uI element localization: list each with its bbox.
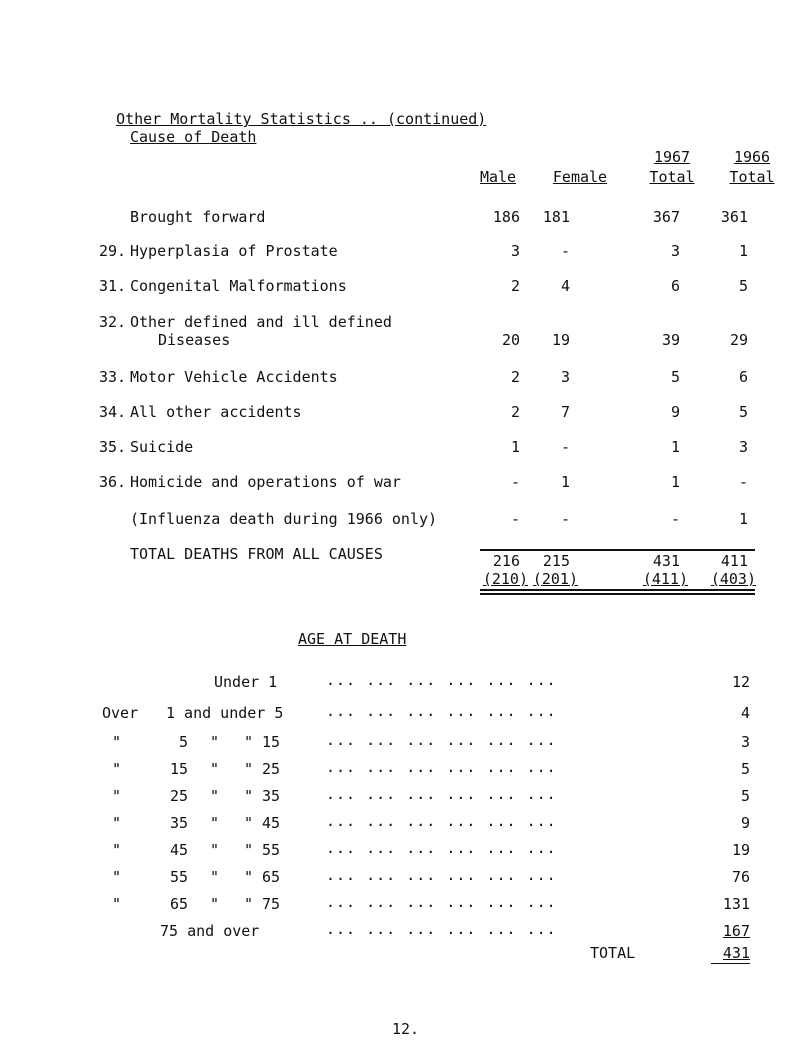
total-bottom-rule-1 — [480, 589, 755, 591]
row-cause: All other accidents — [130, 403, 302, 421]
leader-dots: ... ... ... ... ... ... — [326, 893, 557, 911]
age-to: 65 — [262, 868, 281, 886]
total-top-rule — [480, 549, 755, 551]
age-value: 5 — [740, 760, 750, 778]
ditto-mark: " — [244, 787, 254, 805]
age-from: 55 — [169, 868, 188, 886]
ditto-mark: " — [112, 733, 122, 751]
ditto-mark: " — [244, 760, 254, 778]
row-female: 181 — [542, 208, 570, 226]
ditto-mark: " — [210, 733, 220, 751]
cause-of-death-label: Cause of Death — [130, 128, 257, 146]
age-to: 55 — [262, 841, 281, 859]
row-cause: Other defined and ill defined — [130, 313, 392, 331]
leader-dots: ... ... ... ... ... ... — [326, 758, 557, 776]
row-num: 33. — [99, 368, 127, 386]
row-female: 4 — [560, 277, 570, 295]
row-1966: 361 — [720, 208, 748, 226]
ditto-mark: " — [244, 841, 254, 859]
age-total-double-rule — [711, 963, 750, 964]
age-value: 167 — [722, 922, 750, 940]
row-cause: Brought forward — [130, 208, 266, 226]
prev-female: (201) — [532, 570, 578, 588]
row-cause: Suicide — [130, 438, 194, 456]
total-label: TOTAL DEATHS FROM ALL CAUSES — [130, 545, 383, 563]
ditto-mark: " — [210, 787, 220, 805]
row-male: - — [510, 510, 520, 528]
ditto-mark: " — [112, 814, 122, 832]
ditto-mark: " — [244, 895, 254, 913]
age-value: 12 — [731, 673, 750, 691]
row-num: 35. — [99, 438, 127, 456]
row-1966: 6 — [738, 368, 748, 386]
row-male: 3 — [510, 242, 520, 260]
row-1967: 9 — [670, 403, 680, 421]
row-male: 2 — [510, 277, 520, 295]
row-1966: 3 — [738, 438, 748, 456]
row-1967: 39 — [661, 331, 680, 349]
leader-dots: ... ... ... ... ... ... — [326, 812, 557, 830]
leader-dots: ... ... ... ... ... ... — [326, 702, 557, 720]
row-cause: Congenital Malformations — [130, 277, 347, 295]
total-male: 216 — [492, 552, 520, 570]
row-cause-continued: Diseases — [158, 331, 231, 349]
col-1966-year: 1966 — [733, 148, 771, 166]
age-value: 9 — [740, 814, 750, 832]
row-male: 20 — [501, 331, 520, 349]
age-to: 75 — [262, 895, 281, 913]
prev-1966: (403) — [710, 570, 756, 588]
age-label: 1 and under 5 — [166, 704, 284, 722]
age-from: 65 — [169, 895, 188, 913]
total-1967: 431 — [652, 552, 680, 570]
ditto-mark: " — [210, 895, 220, 913]
age-total-label: TOTAL — [590, 944, 636, 962]
age-label: 75 and over — [160, 922, 260, 940]
age-to: 25 — [262, 760, 281, 778]
row-1967: - — [670, 510, 680, 528]
ditto-mark: " — [210, 841, 220, 859]
row-1967: 5 — [670, 368, 680, 386]
row-female: 19 — [551, 331, 570, 349]
leader-dots: ... ... ... ... ... ... — [326, 839, 557, 857]
row-male: 1 — [510, 438, 520, 456]
ditto-mark: " — [244, 868, 254, 886]
row-1967: 3 — [670, 242, 680, 260]
ditto-mark: " — [210, 868, 220, 886]
age-from: 35 — [169, 814, 188, 832]
age-at-death-title: AGE AT DEATH — [298, 630, 407, 648]
age-value: 5 — [740, 787, 750, 805]
row-1967: 1 — [670, 438, 680, 456]
row-cause: Homicide and operations of war — [130, 473, 401, 491]
col-male: Male — [479, 168, 517, 186]
prev-1967: (411) — [642, 570, 688, 588]
row-cause: (Influenza death during 1966 only) — [130, 510, 438, 528]
age-from: 15 — [169, 760, 188, 778]
age-value: 19 — [731, 841, 750, 859]
col-1967-year: 1967 — [653, 148, 691, 166]
row-female: 3 — [560, 368, 570, 386]
row-male: 2 — [510, 368, 520, 386]
col-female: Female — [552, 168, 608, 186]
row-cause: Hyperplasia of Prostate — [130, 242, 338, 260]
age-label: Under 1 — [214, 673, 278, 691]
row-1966: 5 — [738, 403, 748, 421]
row-female: 1 — [560, 473, 570, 491]
row-1967: 6 — [670, 277, 680, 295]
age-value: 3 — [740, 733, 750, 751]
age-to: 35 — [262, 787, 281, 805]
age-total-value: 431 — [722, 944, 750, 962]
ditto-mark: " — [244, 733, 254, 751]
heading-text: Other Mortality Statistics .. (continued) — [116, 110, 487, 128]
row-male: 186 — [492, 208, 520, 226]
ditto-mark: " — [112, 868, 122, 886]
age-value: 76 — [731, 868, 750, 886]
ditto-mark: " — [112, 895, 122, 913]
row-1966: 5 — [738, 277, 748, 295]
prev-male: (210) — [482, 570, 528, 588]
ditto-mark: " — [112, 787, 122, 805]
row-1966: 29 — [729, 331, 748, 349]
leader-dots: ... ... ... ... ... ... — [326, 785, 557, 803]
row-female: - — [560, 510, 570, 528]
age-from: 45 — [169, 841, 188, 859]
row-1967: 1 — [670, 473, 680, 491]
total-bottom-rule-2 — [480, 593, 755, 595]
leader-dots: ... ... ... ... ... ... — [326, 920, 557, 938]
ditto-mark: " — [112, 841, 122, 859]
page-number: 12. — [392, 1020, 420, 1038]
row-num: 29. — [99, 242, 127, 260]
ditto-mark: " — [210, 814, 220, 832]
row-male: 2 — [510, 403, 520, 421]
page-heading — [98, 92, 486, 128]
row-female: - — [560, 242, 570, 260]
row-female: - — [560, 438, 570, 456]
age-value: 131 — [722, 895, 750, 913]
total-female: 215 — [542, 552, 570, 570]
row-num: 36. — [99, 473, 127, 491]
row-num: 34. — [99, 403, 127, 421]
leader-dots: ... ... ... ... ... ... — [326, 731, 557, 749]
age-prefix: Over — [102, 704, 139, 722]
age-from: 5 — [178, 733, 188, 751]
row-male: - — [510, 473, 520, 491]
row-1966: 1 — [738, 242, 748, 260]
row-1966: - — [738, 473, 748, 491]
row-num: 31. — [99, 277, 127, 295]
row-cause: Motor Vehicle Accidents — [130, 368, 338, 386]
row-1967: 367 — [652, 208, 680, 226]
col-1966-total: Total — [729, 168, 775, 186]
age-value: 4 — [740, 704, 750, 722]
ditto-mark: " — [112, 760, 122, 778]
ditto-mark: " — [244, 814, 254, 832]
age-to: 15 — [262, 733, 281, 751]
age-from: 25 — [169, 787, 188, 805]
row-female: 7 — [560, 403, 570, 421]
ditto-mark: " — [210, 760, 220, 778]
row-1966: 1 — [738, 510, 748, 528]
col-1967-total: Total — [649, 168, 695, 186]
leader-dots: ... ... ... ... ... ... — [326, 866, 557, 884]
age-to: 45 — [262, 814, 281, 832]
row-num: 32. — [99, 313, 127, 331]
leader-dots: ... ... ... ... ... ... — [326, 671, 557, 689]
total-1966: 411 — [720, 552, 748, 570]
